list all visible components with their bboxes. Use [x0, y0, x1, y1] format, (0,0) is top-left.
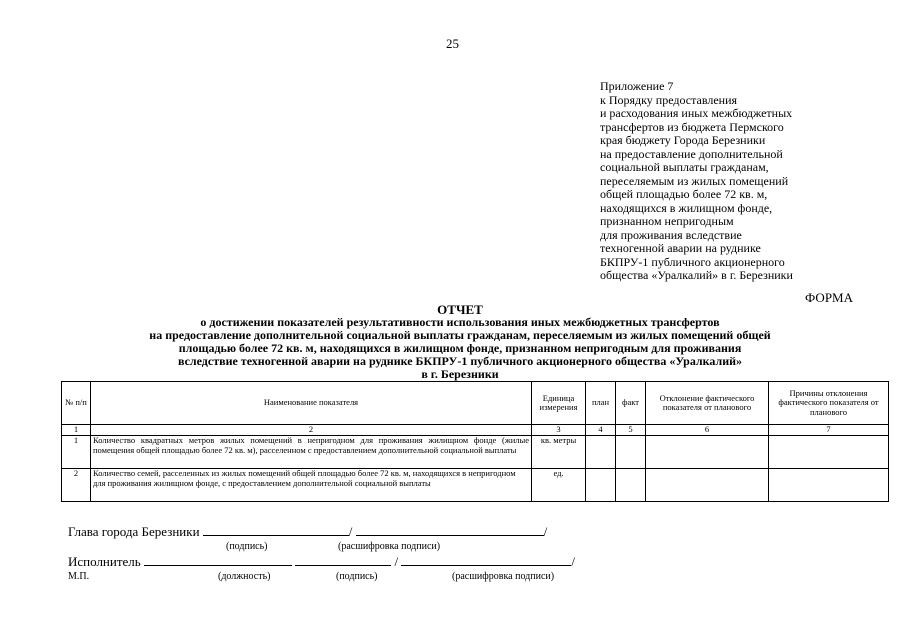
header-fact: факт	[616, 382, 646, 425]
header-name: Наименование показателя	[91, 382, 532, 425]
indicator-unit: ед.	[532, 469, 586, 502]
appendix-line: техногенной аварии на руднике	[600, 241, 761, 255]
appendix-block	[600, 80, 890, 283]
executor-sign-caption: (подпись)	[336, 571, 378, 582]
appendix-line: на предоставление дополнительной	[600, 146, 783, 161]
appendix-line: для проживания вследствие	[600, 227, 742, 242]
appendix-line: трансфертов из бюджета Пермского	[600, 119, 784, 134]
table-row	[62, 436, 889, 469]
row-num: 2	[62, 469, 91, 502]
report-subtitle	[60, 316, 860, 381]
head-label: Глава города Березники	[68, 524, 200, 539]
separator: /	[543, 524, 548, 539]
header-plan: план	[586, 382, 616, 425]
column-number: 2	[91, 425, 532, 436]
column-number-row	[62, 425, 889, 436]
appendix-line: БКПРУ-1 публичного акционерного	[600, 254, 785, 269]
deviation-cell	[646, 436, 769, 469]
report-title: ОТЧЕТ	[437, 302, 483, 317]
indicators-table	[61, 381, 889, 502]
appendix-line: признанном непригодным	[600, 214, 734, 228]
position-caption: (должность)	[218, 571, 271, 582]
reasons-cell	[769, 436, 889, 469]
header-unit: Единица измерения	[532, 382, 586, 425]
table-header-row	[62, 382, 889, 425]
table-row	[62, 469, 889, 502]
plan-cell	[586, 436, 616, 469]
appendix-line: общей площадью более 72 кв. м,	[600, 187, 768, 201]
head-signature-line	[203, 523, 349, 536]
page-number: 25	[446, 36, 459, 51]
executor-signature-row	[68, 553, 575, 570]
appendix-line: края бюджету Города Березники	[600, 133, 766, 147]
deviation-cell	[646, 469, 769, 502]
row-num: 1	[62, 436, 91, 469]
column-number: 5	[616, 425, 646, 436]
head-signature-row	[68, 523, 547, 540]
appendix-line: социальной выплаты гражданам,	[600, 160, 769, 174]
plan-cell	[586, 469, 616, 502]
indicator-name: Количество семей, расселенных из жилых помещений общей площадью более 72 кв. м, находящихся в непригодном для проживания жилищном фонде, с предоставлением дополнительной социальной выплаты	[91, 469, 532, 502]
report-subtitle-line: о достижении показателей результативности использования иных межбюджетных трансфертов	[200, 315, 720, 329]
head-name-line	[356, 523, 544, 536]
header-reasons: Причины отклонения фактического показателя от планового	[769, 382, 889, 425]
header-deviation: Отклонение фактического показателя от планового	[646, 382, 769, 425]
executor-position-line	[144, 553, 292, 566]
form-label: ФОРМА	[805, 290, 853, 305]
header-num: № п/п	[62, 382, 91, 425]
column-number: 1	[62, 425, 91, 436]
appendix-line: к Порядку предоставления	[600, 92, 738, 107]
appendix-line: Приложение 7	[600, 79, 674, 93]
column-number: 6	[646, 425, 769, 436]
executor-signature-line	[295, 553, 391, 566]
report-subtitle-line: площадью более 72 кв. м, находящихся в жилищном фонде, признанном непригодным для проживания	[178, 341, 742, 355]
executor-name-caption: (расшифровка подписи)	[452, 571, 555, 582]
separator: /	[348, 524, 353, 539]
stamp-label: М.П.	[68, 571, 90, 582]
fact-cell	[616, 469, 646, 502]
appendix-line: переселяемым из жилых помещений	[600, 173, 789, 188]
separator: /	[571, 554, 575, 569]
fact-cell	[616, 436, 646, 469]
report-subtitle-line: в г. Березники	[421, 367, 499, 381]
head-sign-caption: (подпись)	[226, 541, 268, 552]
appendix-line: и расходования иных межбюджетных	[600, 106, 793, 120]
reasons-cell	[769, 469, 889, 502]
separator: /	[394, 554, 399, 569]
report-subtitle-line: на предоставление дополнительной социальной выплаты гражданам, переселяемым из жилых помещений общей	[149, 328, 771, 342]
column-number: 7	[769, 425, 889, 436]
column-number: 4	[586, 425, 616, 436]
executor-name-line	[401, 553, 571, 566]
indicator-name: Количество квадратных метров жилых помещений в непригодном для проживания жилищном фонде (жилые помещения общей площадью более 72 кв. м), расселенном с предоставлением дополнительной социальной выплаты	[91, 436, 532, 469]
executor-label: Исполнитель	[68, 554, 141, 569]
head-name-caption: (расшифровка подписи)	[338, 541, 441, 552]
report-subtitle-line: вследствие техногенной аварии на руднике БКПРУ-1 публичного акционерного общества «Уралкалий»	[177, 354, 743, 368]
appendix-line: находящихся в жилищном фонде,	[600, 200, 773, 215]
indicator-unit: кв. метры	[532, 436, 586, 469]
column-number: 3	[532, 425, 586, 436]
appendix-line: общества «Уралкалий» в г. Березники	[600, 268, 793, 282]
